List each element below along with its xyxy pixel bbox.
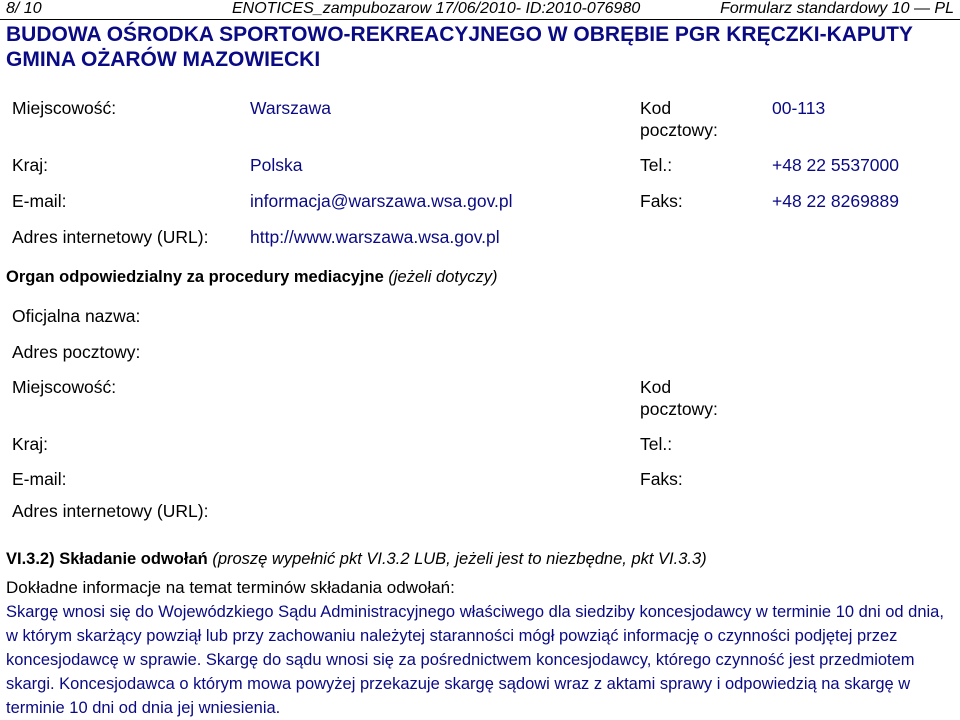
header-divider [0, 19, 960, 20]
appeals-details-label: Dokładne informacje na temat terminów składania odwołań: [6, 578, 455, 597]
url-label: Adres internetowy (URL): [12, 227, 209, 247]
mediation-fax-label: Faks: [640, 469, 683, 489]
mediation-phone-label: Tel.: [640, 434, 673, 454]
country-label: Kraj: [12, 155, 48, 175]
city-label: Miejscowość: [12, 98, 117, 118]
mediation-name-label: Oficjalna nazwa: [12, 306, 141, 326]
city-value: Warszawa [250, 98, 332, 118]
notice-id: ENOTICES_zampubozarow 17/06/2010- ID:2010-076980 [232, 0, 641, 17]
fax-value: +48 22 8269889 [772, 191, 900, 211]
mediation-address-label: Adres pocztowy: [12, 342, 141, 362]
fax-label: Faks: [640, 191, 683, 211]
postal-label: Kod pocztowy: [640, 98, 718, 140]
mediation-city-label: Miejscowość: [12, 377, 117, 397]
mediation-email-label: E-mail: [12, 469, 67, 489]
country-value: Polska [250, 155, 303, 175]
mediation-heading: Organ odpowiedzialny za procedury mediacyjne (jeżeli dotyczy) [6, 268, 498, 286]
postal-value: 00-113 [772, 98, 826, 118]
mediation-postal-label: Kod pocztowy: [640, 377, 718, 419]
mediation-heading-note: (jeżeli dotyczy) [388, 268, 498, 286]
email-label: E-mail: [12, 191, 67, 211]
phone-label: Tel.: [640, 155, 673, 175]
form-type: Formularz standardowy 10 — PL [720, 0, 954, 17]
phone-value: +48 22 5537000 [772, 155, 900, 175]
appeals-heading: VI.3.2) Składanie odwołań (proszę wypełnić pkt VI.3.2 LUB, jeżeli jest to niezbędne, pkt VI.3.3) [6, 550, 707, 568]
mediation-url-label: Adres internetowy (URL): [12, 501, 209, 521]
url-value[interactable]: http://www.warszawa.wsa.gov.pl [250, 227, 500, 247]
page-header [0, 0, 960, 20]
appeals-heading-note: (proszę wypełnić pkt VI.3.2 LUB, jeżeli jest to niezbędne, pkt VI.3.3) [212, 550, 707, 568]
email-value[interactable]: informacja@warszawa.wsa.gov.pl [250, 191, 513, 211]
page-title: BUDOWA OŚRODKA SPORTOWO-REKREACYJNEGO W OBRĘBIE PGR KRĘCZKI-KAPUTY GMINA OŻARÓW MAZOWIECKI [6, 23, 913, 71]
appeals-details-text: Skargę wnosi się do Wojewódzkiego Sądu Administracyjnego właściwego dla siedziby koncesjodawcy w terminie 10 dni od dnia, w którym skarżący powziął lub przy zachowaniu należytej staranności mógł powziąć informację o czynności podjętej przez koncesjodawcę w sprawie. Skargę do sądu wnosi się za pośrednictwem koncesjodawcy, którego czynność jest przedmiotem skargi. Koncesjodawca o którym mowa powyżej przekazuje skargę sądowi wraz z aktami sprawy i odpowiedzią na skargę w terminie 10 dni od dnia jej wniesienia. [6, 603, 944, 717]
page-number: 8/ 10 [6, 0, 42, 17]
mediation-country-label: Kraj: [12, 434, 48, 454]
